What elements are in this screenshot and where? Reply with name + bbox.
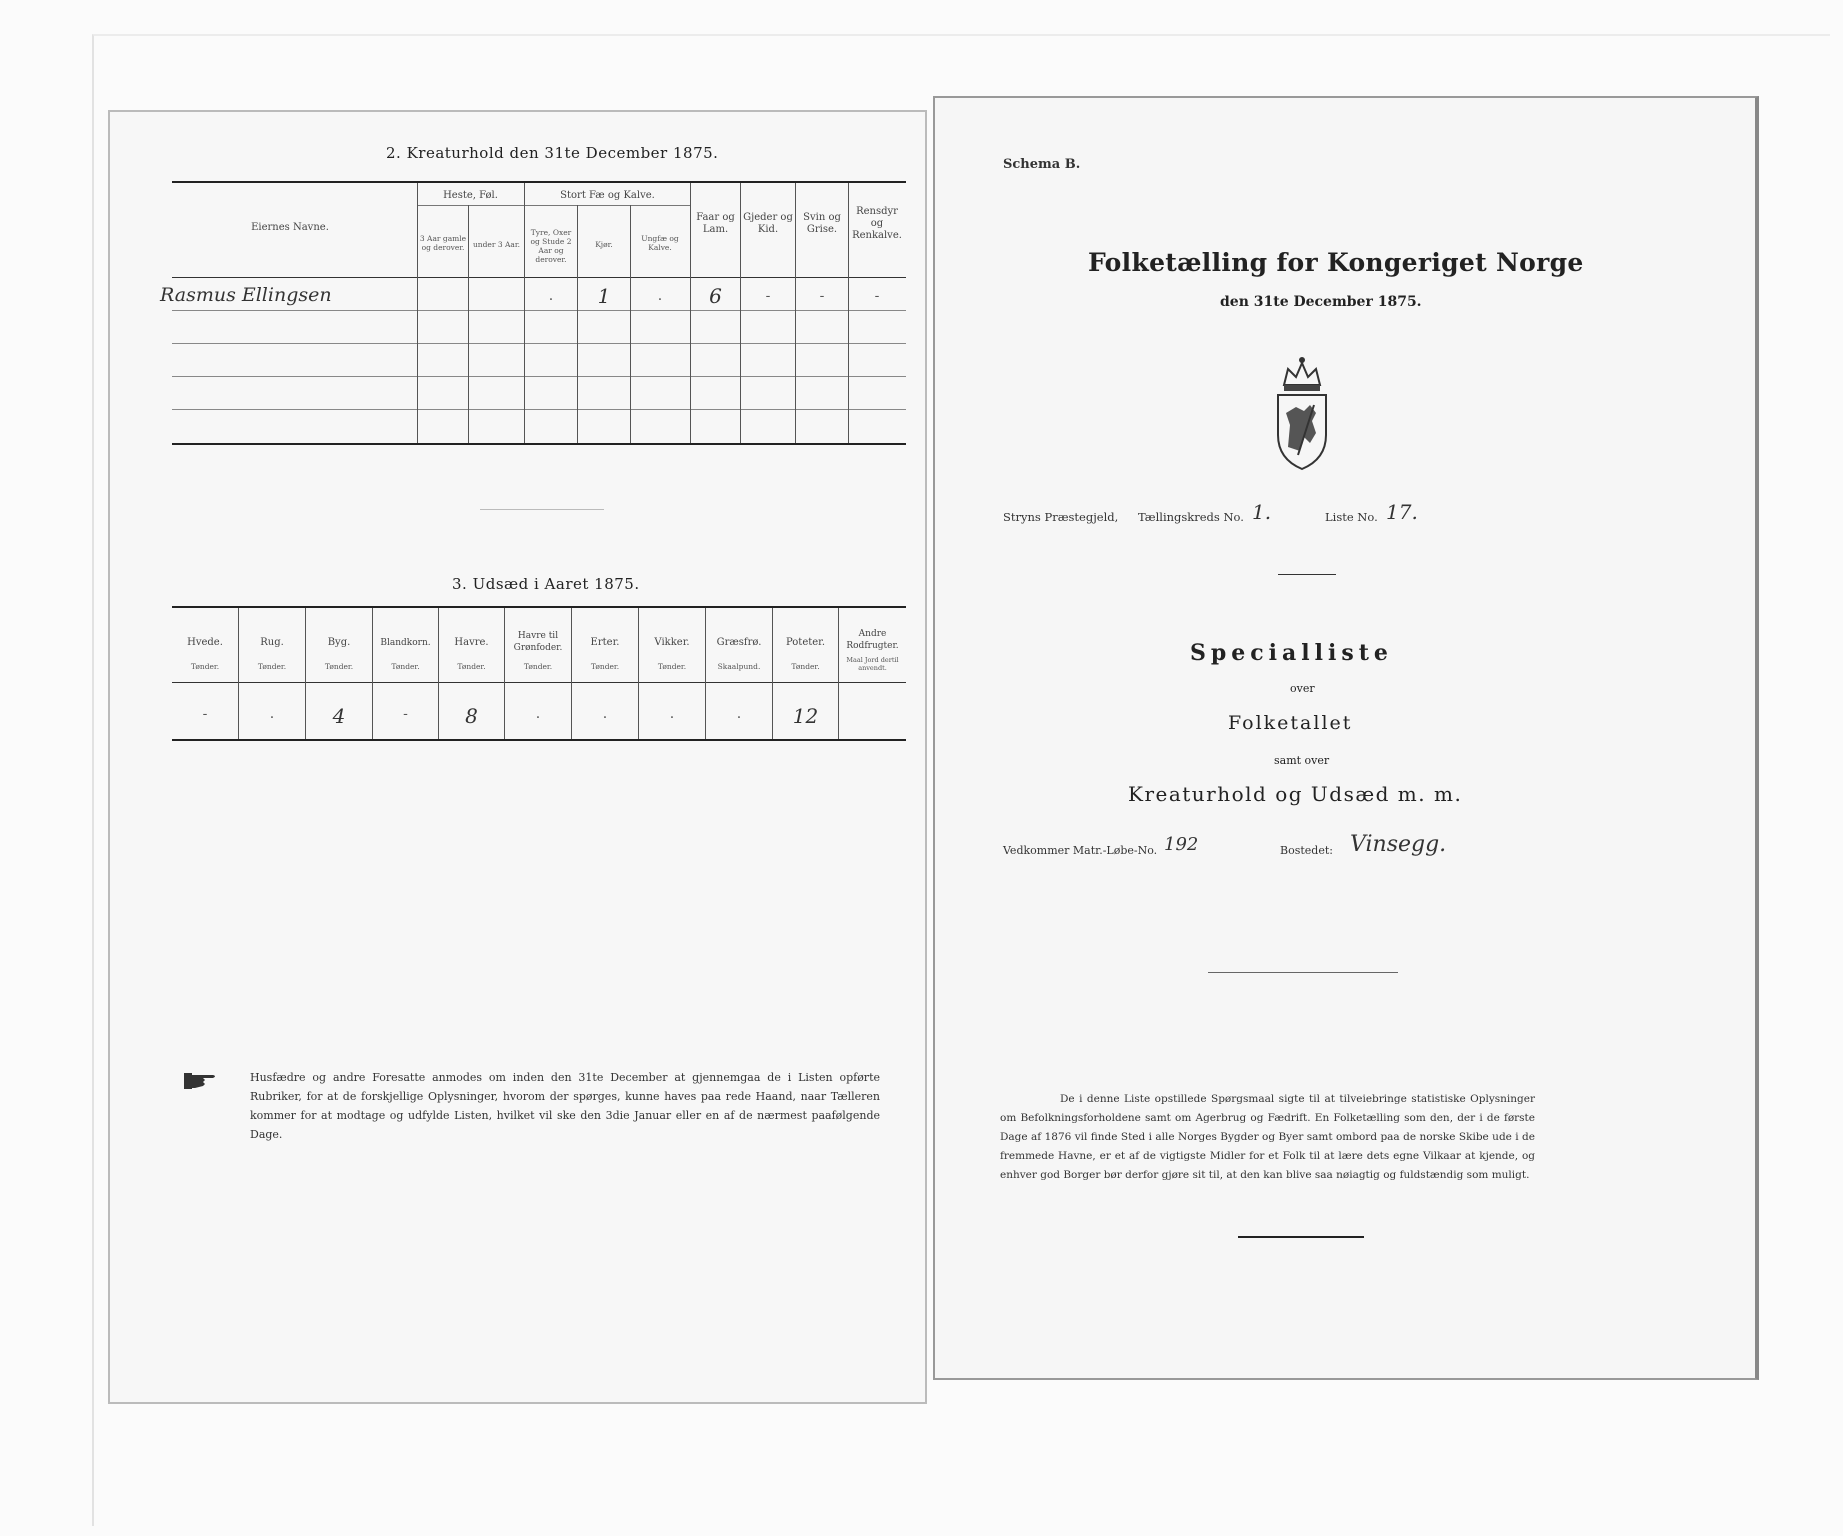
s3-value-rug: . (269, 706, 275, 722)
cell-stort-a: . (548, 288, 554, 304)
s2-col-divider (417, 183, 418, 443)
s3-value-erter: . (602, 706, 608, 722)
cell-rensdyr: - (874, 288, 880, 304)
samt-over-label: samt over (1274, 754, 1330, 767)
cell-gjeder: - (765, 288, 771, 304)
over-label: over (1290, 682, 1315, 695)
cell-faar: 6 (709, 284, 722, 308)
s3-value-vikker: . (669, 706, 675, 722)
bostedet-label: Bostedet: (1280, 844, 1333, 857)
s3-header-rule (172, 682, 906, 683)
kreaturhold-label: Kreaturhold og Udsæd m. m. (1128, 782, 1463, 806)
folketallet-label: Folketallet (1228, 712, 1353, 734)
intro-text: De i denne Liste opstillede Spørgsmaal sigte til at tilveiebringe statistiske Oplysninger om Befolkningsforholdene samt om Agerbrug og Fædrift. En Folketælling som den, der i de første Dage af 1876 vil finde Sted i alle Norges Bygder og Byer samt ombord paa de norske Skibe ude i de fremmede Havne, er et af de vigtigste Midler for et Folk til at lære dets egne Vilkaar at kjende, og enhver god Borger bør derfor gjøre sit til, at den kan blive saa nøiagtig og fuldstændig som muligt. (1000, 1093, 1535, 1181)
s3-unit: Maal Jord dertil anvendt. (846, 656, 899, 672)
s3-col-blandkorn: Blandkorn. (380, 638, 431, 648)
cell-ungfae: . (657, 288, 663, 304)
specialliste-heading: Specialliste (1190, 640, 1393, 666)
footnote-text: Husfædre og andre Foresatte anmodes om inden den 31te December at gjennemgaa de i Listen opførte Rubriker, for at de forskjellige Oplysninger, hvorom der spørges, kunne haves paa rede Haand, naar Tælleren kommer for at modtage og udfylde Listen, hvilket vil ske den 3die Januar eller en af de nærmest paafølgende Dage. (250, 1071, 880, 1141)
s3-unit: Tønder. (257, 662, 287, 671)
kreds-label: Tællingskreds No. (1138, 510, 1244, 524)
s3-unit: Tønder. (457, 662, 486, 671)
s2-header-stort-c: Ungfæ og Kalve. (641, 234, 679, 252)
s2-header-rensdyr: Rensdyr og Renkalve. (852, 206, 902, 241)
cell-svin: - (819, 288, 825, 304)
s3-value-poteter: 12 (792, 704, 819, 728)
s3-bottom-rule (172, 739, 906, 741)
s3-col-havre: Havre. (454, 637, 489, 648)
s2-header-owner: Eiernes Navne. (251, 222, 329, 233)
s3-unit: Skaalpund. (717, 662, 761, 671)
matr-value: 192 (1164, 834, 1199, 855)
right-page (933, 96, 1759, 1380)
s3-col-graesfro: Græsfrø. (716, 637, 762, 648)
s3-col-poteter: Poteter. (785, 637, 826, 648)
s3-value-havre-gronfoder: . (535, 706, 541, 722)
s3-col-rug: Rug. (260, 637, 284, 648)
s2-header-stort-b: Kjør. (595, 240, 613, 249)
s3-unit: Tønder. (391, 662, 420, 671)
liste-value: 17. (1386, 500, 1418, 524)
bostedet-value: Vinsegg. (1350, 832, 1447, 857)
s3-unit: Tønder. (657, 662, 687, 671)
s2-header-heste: Heste, Føl. (443, 190, 498, 201)
s3-unit: Tønder. (523, 662, 553, 671)
liste-label: Liste No. (1325, 510, 1378, 524)
s2-header-gjeder: Gjeder og Kid. (743, 212, 793, 235)
owner-name: Rasmus Ellingsen (160, 284, 332, 306)
prestegjeld-label: Stryns Præstegjeld, (1003, 510, 1119, 524)
s2-header-heste-b: under 3 Aar. (472, 240, 521, 249)
divider (1278, 574, 1336, 575)
s3-col-byg: Byg. (327, 637, 351, 648)
divider (480, 509, 604, 510)
s3-value-hvede: - (202, 706, 208, 722)
section2-title: 2. Kreaturhold den 31te December 1875. (386, 144, 719, 162)
closing-rule (1238, 1236, 1364, 1238)
document-subtitle: den 31te December 1875. (1220, 294, 1422, 310)
matr-label: Vedkommer Matr.-Løbe-No. (1003, 844, 1158, 857)
kreds-value: 1. (1252, 500, 1272, 524)
s3-top-rule (172, 606, 906, 608)
s3-col-havre-gronfoder: Havre til Grønfoder. (513, 631, 563, 653)
divider (1208, 972, 1398, 973)
s3-unit: Tønder. (590, 662, 620, 671)
norwegian-lion-crest-icon (1270, 355, 1334, 473)
cell-kjor: 1 (597, 284, 611, 308)
schema-label: Schema B. (1003, 157, 1081, 172)
s3-col-vikker: Vikker. (654, 637, 690, 648)
section3-title: 3. Udsæd i Aaret 1875. (452, 575, 640, 593)
s3-unit: Tønder. (791, 662, 820, 671)
s3-value-blandkorn: - (403, 706, 408, 722)
s2-header-stort-a: Tyre, Oxer og Stude 2 Aar og derover. (530, 228, 572, 264)
s3-col-hvede: Hvede. (187, 637, 223, 648)
s2-header-stort: Stort Fæ og Kalve. (560, 190, 655, 201)
s2-col-divider (524, 183, 525, 443)
s3-value-havre: 8 (465, 704, 478, 728)
s2-header-faar: Faar og Lam. (696, 212, 735, 235)
s2-header-svin: Svin og Grise. (803, 212, 841, 235)
s3-col-erter: Erter. (590, 637, 620, 648)
s3-unit: Tønder. (324, 662, 354, 671)
s3-unit: Tønder. (190, 662, 220, 671)
s3-value-graesfro: . (736, 706, 742, 722)
pointing-hand-icon (183, 1070, 219, 1092)
document-title: Folketælling for Kongeriget Norge (1088, 248, 1584, 277)
s3-col-andre: Andre Rodfrugter. (846, 629, 899, 651)
s2-bottom-rule (172, 443, 906, 445)
s2-subheader-rule (418, 205, 690, 206)
s2-header-heste-a: 3 Aar gamle og derover. (419, 234, 467, 252)
s3-value-byg: 4 (332, 704, 346, 728)
